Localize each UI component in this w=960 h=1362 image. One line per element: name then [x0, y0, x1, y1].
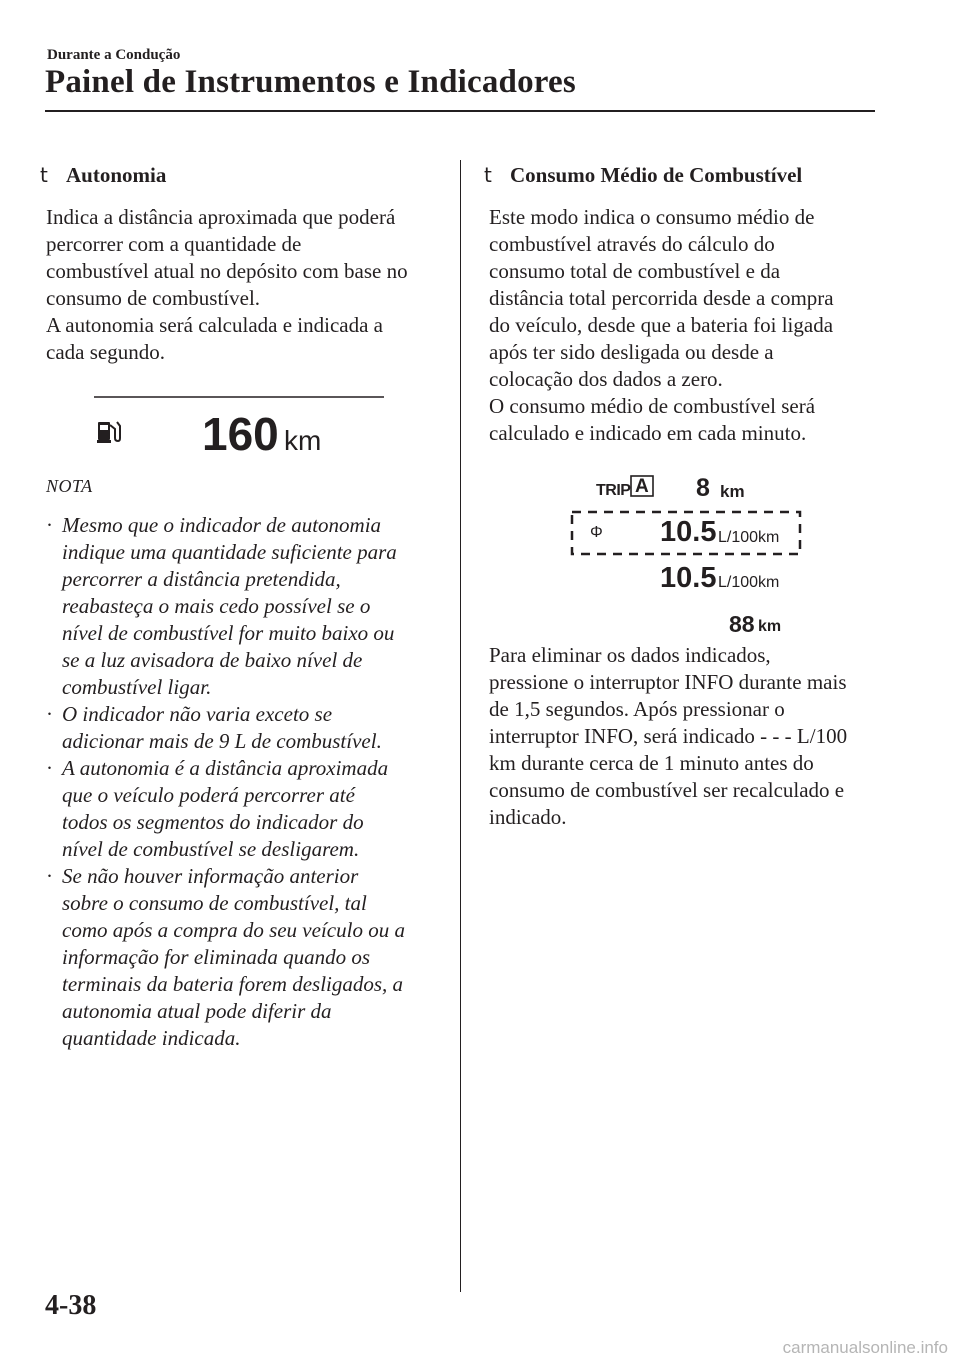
- note-item: [46, 755, 446, 863]
- heading-autonomia: [40, 163, 166, 188]
- consumo-paragraph-1: Este modo indica o consumo médio de combustível através do cálculo do consumo total de combustível e da distância total percorrida desde a compra do veículo, desde que a bateria foi ligada após ter sido desligada ou desde a colocação dos dados a zero. O consumo médio de combustível será calculado e indicado em cada minuto.: [489, 205, 834, 445]
- average-value: 10.5: [660, 516, 717, 548]
- range-unit: km: [758, 618, 782, 635]
- note-bullet: ·: [46, 756, 53, 780]
- note-bullet: ·: [46, 864, 53, 888]
- heading-text: Autonomia: [66, 163, 167, 187]
- current-value: 10.5: [660, 562, 717, 594]
- header-rule: [45, 110, 875, 112]
- range-value: 88: [729, 611, 755, 637]
- note-item: [46, 863, 446, 1052]
- autonomia-paragraph: Indica a distância aproximada que poderá percorrer com a quantidade de combustível atual no depósito com base no consumo de combustível. A autonomia será calculada e indicada a cada segundo.: [46, 205, 408, 364]
- trip-value: 8: [696, 474, 710, 502]
- section-label: Durante a Condução: [47, 47, 181, 63]
- trip-label: TRIP: [596, 482, 631, 499]
- average-symbol: Φ: [590, 524, 603, 541]
- consumo-paragraph-2: Para eliminar os dados indicados, pressione o interruptor INFO durante mais de 1,5 segundos. Após pressionar o interruptor INFO, será indicado - - - L/100 km durante cerca de 1 minuto antes do consumo de combustível ser recalculado e indicado.: [489, 643, 848, 829]
- note-text: O indicador não varia exceto se adicionar mais de 9 L de combustível.: [62, 702, 382, 753]
- page-title: Painel de Instrumentos e Indicadores: [45, 64, 576, 100]
- page-number: 4-38: [45, 1290, 97, 1321]
- fuel-pump-icon: [97, 422, 120, 443]
- fuel-economy-display-figure: [560, 470, 810, 640]
- heading-text: Consumo Médio de Combustível: [510, 163, 803, 187]
- note-item: [46, 701, 446, 755]
- range-unit: km: [284, 425, 322, 456]
- note-list: [46, 512, 446, 1052]
- heading-consumo-medio: [484, 163, 802, 188]
- trip-unit: km: [720, 482, 745, 501]
- column-divider: [460, 160, 461, 1292]
- note-bullet: ·: [46, 702, 53, 726]
- heading-bullet-glyph: t: [40, 163, 48, 187]
- note-item: [46, 512, 446, 701]
- note-text: A autonomia é a distância aproximada que o veículo poderá percorrer até todos os segmentos do indicador do nível de combustível se desligarem.: [62, 756, 389, 861]
- heading-bullet-glyph: t: [484, 163, 492, 187]
- range-value: 160: [202, 408, 279, 460]
- note-text: Mesmo que o indicador de autonomia indique uma quantidade suficiente para percorrer a distância pretendida, reabasteça o mais cedo possível se o nível de combustível for muito baixo ou se a luz avisadora de baixo nível de combustível ligar.: [62, 513, 397, 699]
- note-label: NOTA: [46, 476, 93, 496]
- watermark: carmanualsonline.info: [782, 1338, 948, 1357]
- current-unit: L/100km: [718, 574, 780, 591]
- range-display-figure: [94, 380, 394, 460]
- note-bullet: ·: [46, 513, 53, 537]
- note-text: Se não houver informação anterior sobre o consumo de combustível, tal como após a compra do seu veículo ou a informação for eliminada quando os terminais da bateria forem desligados, a autonomia atual pode diferir da quantidade indicada.: [62, 864, 405, 1050]
- average-unit: L/100km: [718, 529, 780, 546]
- trip-letter: A: [635, 476, 649, 497]
